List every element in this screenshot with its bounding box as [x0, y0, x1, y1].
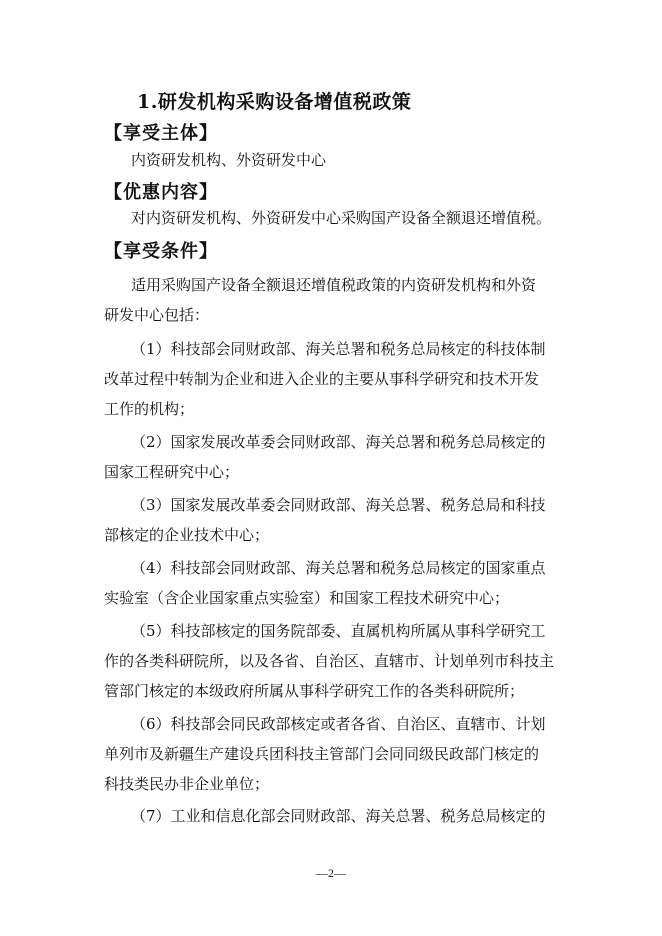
- condition-line: （6）科技部会同民政部核定或者各省、自治区、直辖市、计划: [131, 715, 546, 733]
- content-heading: 【优惠内容】: [104, 182, 218, 203]
- subject-paragraph: [104, 145, 562, 175]
- condition-line: （5）科技部核定的国务院部委、直属机构所属从事科学研究工: [131, 622, 546, 640]
- condition-line: （7）工业和信息化部会同财政部、海关总署、税务总局核定的: [131, 807, 546, 825]
- condition-item-6: [104, 709, 562, 799]
- condition-line: 科技类民办非企业单位；: [104, 775, 270, 793]
- condition-line: （1）科技部会同财政部、海关总署和税务总局核定的科技体制: [131, 340, 546, 358]
- condition-item-4: [104, 553, 562, 613]
- condition-line: （3）国家发展改革委会同财政部、海关总署、税务总局和科技: [131, 496, 546, 514]
- conditions-heading: 【享受条件】: [104, 241, 218, 262]
- subject-heading: 【享受主体】: [104, 123, 218, 144]
- condition-line: 作的各类科研院所，以及各省、自治区、直辖市、计划单列市科技主: [104, 652, 555, 670]
- condition-line: 部核定的企业技术中心；: [104, 526, 270, 544]
- condition-item-2: [104, 427, 562, 487]
- condition-line: 单列市及新疆生产建设兵团科技主管部门会同同级民政部门核定的: [104, 745, 540, 763]
- condition-line: 管部门核定的本级政府所属从事科学研究工作的各类科研院所；: [104, 682, 525, 700]
- condition-line: 工作的机构；: [104, 400, 195, 418]
- condition-line: （2）国家发展改革委会同财政部、海关总署和税务总局核定的: [131, 433, 546, 451]
- page-number: —2—: [316, 866, 346, 880]
- conditions-intro-line: 适用采购国产设备全额退还增值税政策的内资研发机构和外资: [131, 276, 537, 294]
- conditions-intro-line: 研发中心包括：: [104, 306, 210, 324]
- condition-line: （4）科技部会同财政部、海关总署和税务总局核定的国家重点: [131, 559, 546, 577]
- content-text: 对内资研发机构、外资研发中心采购国产设备全额退还增值税。: [131, 209, 552, 227]
- condition-line: 改革过程中转制为企业和进入企业的主要从事科学研究和技术开发: [104, 370, 540, 388]
- policy-title: 1.研发机构采购设备增值税政策: [137, 91, 412, 113]
- condition-item-7: [104, 801, 562, 831]
- condition-line: 国家工程研究中心；: [104, 463, 240, 481]
- conditions-intro: [104, 270, 562, 330]
- condition-item-1: [104, 334, 562, 424]
- condition-item-3: [104, 490, 562, 550]
- content-paragraph: [104, 203, 562, 233]
- condition-item-5: [104, 616, 562, 706]
- condition-line: 实验室（含企业国家重点实验室）和国家工程技术研究中心；: [104, 589, 510, 607]
- subject-text: 内资研发机构、外资研发中心: [131, 151, 327, 169]
